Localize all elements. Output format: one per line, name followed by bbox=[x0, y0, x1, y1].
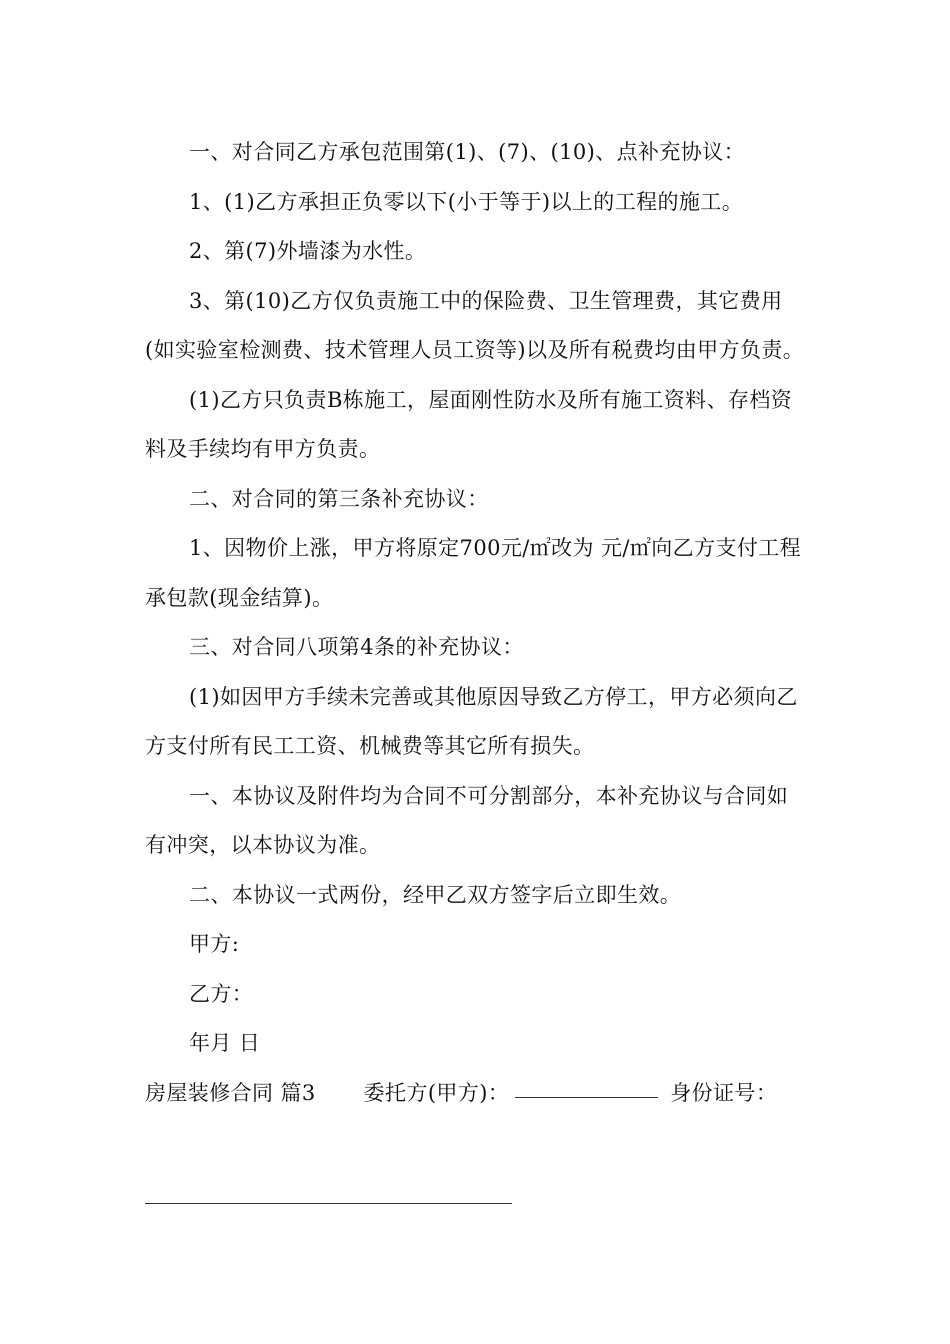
document-body bbox=[145, 128, 807, 1118]
paragraph-10: 一、本协议及附件均为合同不可分割部分，本补充协议与合同如有冲突，以本协议为准。 bbox=[145, 783, 789, 857]
signature-date: 年月 日 bbox=[189, 1031, 261, 1055]
id-number-label: 身份证号： bbox=[670, 1080, 778, 1105]
paragraph-1: 一、对合同乙方承包范围第(1)、(7)、(10)、点补充协议： bbox=[189, 140, 745, 164]
paragraph-5: (1)乙方只负责B栋施工，屋面刚性防水及所有施工资料、存档资料及手续均有甲方负责。 bbox=[145, 387, 793, 461]
paragraph-11: 二、本协议一式两份，经甲乙双方签字后立即生效。 bbox=[189, 882, 682, 907]
paragraph-9: (1)如因甲方手续未完善或其他原因导致乙方停工，甲方必须向乙方支付所有民工工资、机械费等其它所有损失。 bbox=[145, 684, 798, 758]
party-b-signature: 乙方： bbox=[189, 981, 254, 1006]
paragraph-7: 1、因物价上涨，甲方将原定700元/㎡改为 元/㎡向乙方支付工程承包款(现金结算)。 bbox=[145, 536, 802, 610]
paragraph-2: 1、(1)乙方承担正负零以下(小于等于)以上的工程的施工。 bbox=[189, 189, 744, 214]
paragraph-3: 2、第(7)外墙漆为水性。 bbox=[189, 239, 427, 263]
paragraph-6: 二、对合同的第三条补充协议： bbox=[189, 486, 489, 511]
client-name-blank bbox=[515, 1075, 658, 1098]
party-a-signature: 甲方: bbox=[189, 932, 240, 956]
document-title: 房屋装修合同 篇3 bbox=[145, 1080, 316, 1105]
paragraph-4: 3、第(10)乙方仅负责施工中的保险费、卫生管理费，其它费用(如实验室检测费、技术管理人员工资等)以及所有税费均由甲方负责。 bbox=[145, 288, 805, 362]
id-number-blank bbox=[145, 1203, 512, 1204]
contract-header-line bbox=[145, 1069, 807, 1119]
client-label: 委托方(甲方)： bbox=[363, 1080, 510, 1105]
paragraph-8: 三、对合同八项第4条的补充协议： bbox=[189, 635, 524, 659]
